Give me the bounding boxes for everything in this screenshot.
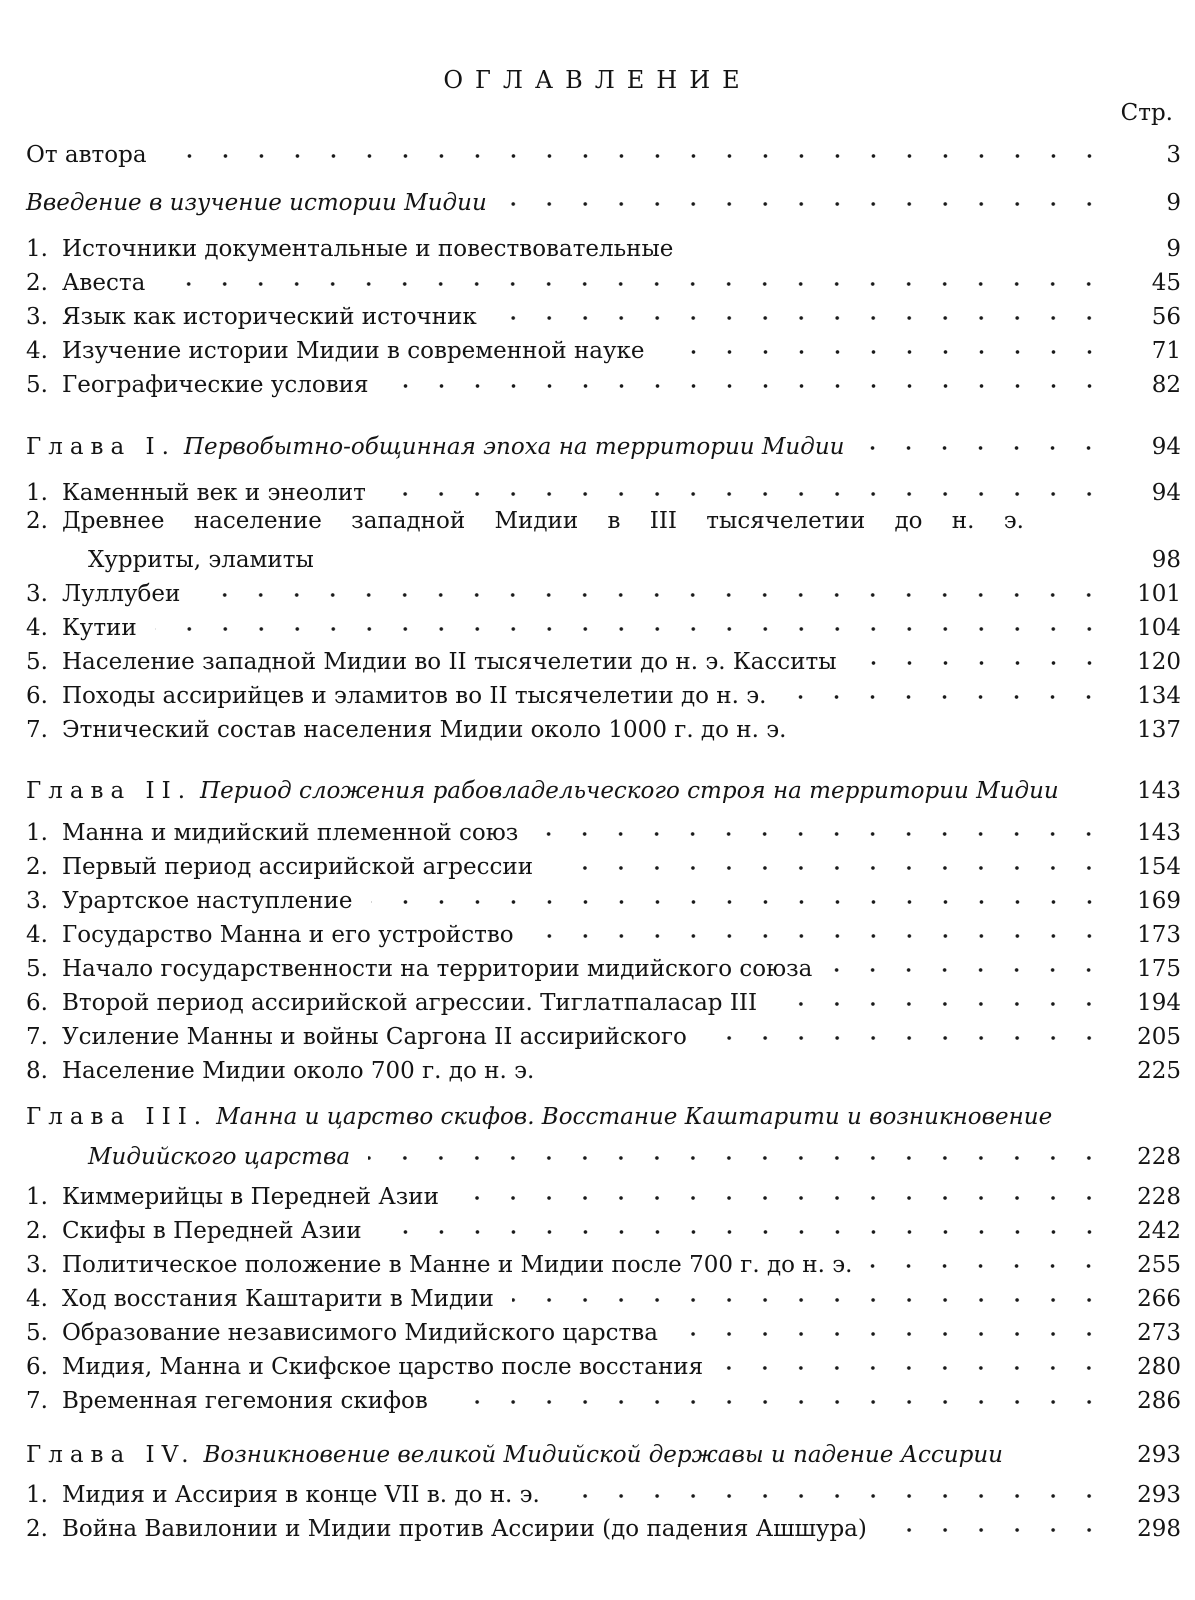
chapter-prefix: Глава II.: [26, 778, 193, 804]
dot-leader: [387, 366, 1108, 392]
dot-leader: [384, 474, 1107, 500]
page-number: 143: [1137, 778, 1181, 804]
page-title: ОГЛАВЛЕНИЕ: [443, 66, 752, 94]
entry-label: Образование независимого Мидийского царства: [62, 1320, 658, 1346]
entry-label: Этнический состав населения Мидии около 1000 г. до н. э.: [62, 717, 787, 743]
entry-number: 3.: [26, 888, 48, 914]
toc-entry[interactable]: [26, 1052, 1181, 1084]
toc-entry[interactable]: [26, 1178, 1181, 1210]
dot-leader: [536, 814, 1107, 840]
toc-chapter-4[interactable]: [26, 1436, 1181, 1468]
entry-number: 4.: [26, 615, 48, 641]
dot-leader: [332, 541, 1107, 567]
entry-number: 5.: [26, 956, 48, 982]
dot-leader: [551, 848, 1107, 874]
toc-entry[interactable]: [26, 264, 1181, 296]
entry-label: Походы ассирийцев и эламитов во II тысячелетии до н. э.: [62, 683, 767, 709]
entry-label: Манна и мидийский племенной союз: [62, 820, 519, 846]
entry-label: Население западной Мидии во II тысячелетии до н. э. Касситы: [62, 649, 837, 675]
page-number: 173: [1137, 922, 1181, 948]
dot-leader: [870, 1246, 1107, 1272]
dot-leader: [552, 1052, 1107, 1078]
chapter-prefix: Глава IV.: [26, 1442, 196, 1468]
dot-leader: [784, 677, 1107, 703]
chapter-title-line1: Манна и царство скифов. Восстание Каштарити и возникновение: [216, 1104, 1053, 1130]
entry-label: Население Мидии около 700 г. до н. э.: [62, 1058, 535, 1084]
entry-label: Каменный век и энеолит: [62, 480, 366, 506]
entry-label: От автора: [26, 142, 147, 168]
page-number: 45: [1151, 270, 1181, 296]
toc-entry[interactable]: [26, 298, 1181, 330]
page-number: 266: [1137, 1286, 1181, 1312]
entry-label: Политическое положение в Манне и Мидии после 700 г. до н. э.: [62, 1252, 853, 1278]
toc-entry-continuation[interactable]: [88, 541, 1181, 573]
page-number: 293: [1137, 1482, 1181, 1508]
entry-label: Ход восстания Каштарити в Мидии: [62, 1286, 494, 1312]
entry-label: Скифы в Передней Азии: [62, 1218, 362, 1244]
dot-leader: [804, 711, 1107, 737]
entry-number: 7.: [26, 1388, 48, 1414]
page-number: 94: [1151, 434, 1181, 460]
chapter-title: Период сложения рабовладельческого строя на территории Мидии: [200, 778, 1059, 804]
toc-entry[interactable]: [26, 474, 1181, 506]
entry-label: Язык как исторический источник: [62, 304, 477, 330]
entry-number: 3.: [26, 581, 48, 607]
page-number: 101: [1137, 581, 1181, 607]
dot-leader: [1021, 1436, 1107, 1462]
toc-entry[interactable]: [26, 332, 1181, 364]
toc-entry[interactable]: [26, 1476, 1181, 1508]
page-number: 169: [1137, 888, 1181, 914]
toc-chapter-2[interactable]: [26, 772, 1181, 804]
toc-entry[interactable]: [26, 1018, 1181, 1050]
dot-leader: [457, 1178, 1107, 1204]
entry-number: 4.: [26, 338, 48, 364]
page-number: 280: [1137, 1354, 1181, 1380]
toc-entry[interactable]: [26, 848, 1181, 880]
dot-leader: [446, 1382, 1107, 1408]
dot-leader: [371, 882, 1107, 908]
toc-chapter-1[interactable]: [26, 428, 1181, 460]
toc-entry[interactable]: [26, 916, 1181, 948]
page-number: 94: [1151, 480, 1181, 506]
entry-number: 6.: [26, 990, 48, 1016]
toc-entry-preface[interactable]: [26, 136, 1181, 168]
dot-leader: [885, 1510, 1107, 1536]
toc-entry-intro[interactable]: [26, 184, 1181, 216]
dot-leader: [691, 230, 1107, 256]
entry-number: 8.: [26, 1058, 48, 1084]
page-number: 175: [1137, 956, 1181, 982]
entry-number: 2.: [26, 1218, 48, 1244]
page-number: 82: [1151, 372, 1181, 398]
entry-label-line1[interactable]: [62, 508, 1082, 534]
page-number: 293: [1137, 1442, 1181, 1468]
entry-label: Начало государственности на территории мидийского союза: [62, 956, 813, 982]
dot-leader: [855, 643, 1107, 669]
entry-label: Первый период ассирийской агрессии: [62, 854, 534, 880]
toc-entry[interactable]: [26, 609, 1181, 641]
entry-number: 4.: [26, 922, 48, 948]
dot-leader: [721, 1348, 1107, 1374]
dot-leader: [163, 264, 1107, 290]
entry-label: Луллубеи: [62, 581, 181, 607]
chapter-title-line2: Мидийского царства: [88, 1144, 351, 1170]
entry-label: Мидия, Манна и Скифское царство после восстания: [62, 1354, 704, 1380]
toc-entry[interactable]: [26, 1280, 1181, 1312]
entry-label: Урартское наступление: [62, 888, 353, 914]
page-column-label: Стр.: [1120, 100, 1173, 126]
toc-entry[interactable]: [26, 1510, 1181, 1542]
toc-entry[interactable]: [26, 230, 1181, 262]
page-number: 194: [1137, 990, 1181, 1016]
page-number: 286: [1137, 1388, 1181, 1414]
page-number: 71: [1151, 338, 1181, 364]
entry-number: 6.: [26, 1354, 48, 1380]
entry-label: Государство Манна и его устройство: [62, 922, 514, 948]
dot-leader: [775, 984, 1107, 1010]
page-number: 143: [1137, 820, 1181, 846]
entry-label: Авеста: [62, 270, 146, 296]
toc-entry[interactable]: [26, 643, 1181, 675]
page-number: 225: [1137, 1058, 1181, 1084]
entry-label: Географические условия: [62, 372, 369, 398]
entry-label: Усиление Манны и войны Саргона II ассирийского: [62, 1024, 687, 1050]
toc-entry[interactable]: [26, 814, 1181, 846]
dot-leader: [862, 428, 1107, 454]
page-number: 56: [1151, 304, 1181, 330]
chapter-prefix: Глава I.: [26, 434, 176, 460]
entry-number: 5.: [26, 1320, 48, 1346]
dot-leader: [495, 298, 1107, 324]
chapter-title: Возникновение великой Мидийской державы и падение Ассирии: [203, 1442, 1003, 1468]
toc-entry[interactable]: [26, 1246, 1181, 1278]
entry-label: Хурриты, эламиты: [88, 547, 314, 573]
dot-leader: [558, 1476, 1107, 1502]
dot-leader: [676, 1314, 1107, 1340]
entry-number: 4.: [26, 1286, 48, 1312]
page-number: 255: [1137, 1252, 1181, 1278]
dot-leader: [663, 332, 1107, 358]
toc-entry[interactable]: [26, 882, 1181, 914]
page-number: 298: [1137, 1516, 1181, 1542]
page-number: 9: [1166, 236, 1181, 262]
dot-leader: [512, 1280, 1107, 1306]
page-number: 104: [1137, 615, 1181, 641]
entry-number: 7.: [26, 1024, 48, 1050]
toc-chapter-3[interactable]: [26, 1104, 1181, 1136]
chapter-prefix: Глава III.: [26, 1104, 209, 1130]
toc-entry[interactable]: [26, 1314, 1181, 1346]
entry-number: 3.: [26, 1252, 48, 1278]
toc-entry[interactable]: [26, 366, 1181, 398]
entry-label: Война Вавилонии и Мидии против Ассирии (до падения Ашшура): [62, 1516, 867, 1542]
entry-label: Временная гегемония скифов: [62, 1388, 428, 1414]
entry-label: Источники документальные и повествовательные: [62, 236, 674, 262]
entry-number: 1.: [26, 1482, 48, 1508]
page-number: 3: [1166, 142, 1181, 168]
dot-leader: [380, 1212, 1107, 1238]
toc-entry[interactable]: [26, 1212, 1181, 1244]
entry-number: 1.: [26, 820, 48, 846]
entry-label: Киммерийцы в Передней Азии: [62, 1184, 439, 1210]
page-number: 134: [1137, 683, 1181, 709]
dot-leader: [830, 950, 1107, 976]
entry-number: 7.: [26, 717, 48, 743]
dot-leader: [1077, 772, 1107, 798]
entry-number: 6.: [26, 683, 48, 709]
toc-entry[interactable]: [26, 711, 1181, 743]
dot-leader: [532, 916, 1107, 942]
page-number: 9: [1166, 190, 1181, 216]
entry-label: Кутии: [62, 615, 137, 641]
entry-number: 2.: [26, 508, 48, 534]
page-number: 120: [1137, 649, 1181, 675]
chapter-title: Первобытно-общинная эпоха на территории Мидии: [183, 434, 845, 460]
toc-chapter-3-continuation[interactable]: [88, 1138, 1181, 1170]
dot-leader: [368, 1138, 1107, 1164]
toc-entry[interactable]: [26, 677, 1181, 709]
entry-number: 1.: [26, 1184, 48, 1210]
entry-label: Древнее население западной Мидии в III тысячелетии до н. э.: [62, 508, 1024, 534]
page-number: 205: [1137, 1024, 1181, 1050]
page-number: 228: [1137, 1144, 1181, 1170]
entry-number: 2.: [26, 854, 48, 880]
dot-leader: [155, 609, 1107, 635]
page-number: 273: [1137, 1320, 1181, 1346]
entry-label: Мидия и Ассирия в конце VII в. до н. э.: [62, 1482, 540, 1508]
entry-label: Второй период ассирийской агрессии. Тиглатпаласар III: [62, 990, 758, 1016]
dot-leader: [165, 136, 1107, 162]
toc-entry[interactable]: [26, 1382, 1181, 1414]
entry-number: 5.: [26, 372, 48, 398]
page-number: 242: [1137, 1218, 1181, 1244]
entry-label: Изучение истории Мидии в современной науке: [62, 338, 645, 364]
toc-entry[interactable]: [26, 950, 1181, 982]
toc-entry[interactable]: [26, 1348, 1181, 1380]
dot-leader: [505, 184, 1107, 210]
toc-entry[interactable]: [26, 575, 1181, 607]
page-number: 154: [1137, 854, 1181, 880]
toc-entry[interactable]: [26, 984, 1181, 1016]
entry-number: 2.: [26, 1516, 48, 1542]
entry-label: Введение в изучение истории Мидии: [26, 190, 487, 216]
entry-number: 1.: [26, 480, 48, 506]
entry-number: 1.: [26, 236, 48, 262]
entry-number: 3.: [26, 304, 48, 330]
page-number: 228: [1137, 1184, 1181, 1210]
entry-number: 2.: [26, 270, 48, 296]
dot-leader: [705, 1018, 1107, 1044]
entry-number: 5.: [26, 649, 48, 675]
page-number: 137: [1137, 717, 1181, 743]
dot-leader: [198, 575, 1107, 601]
page-number: 98: [1151, 547, 1181, 573]
